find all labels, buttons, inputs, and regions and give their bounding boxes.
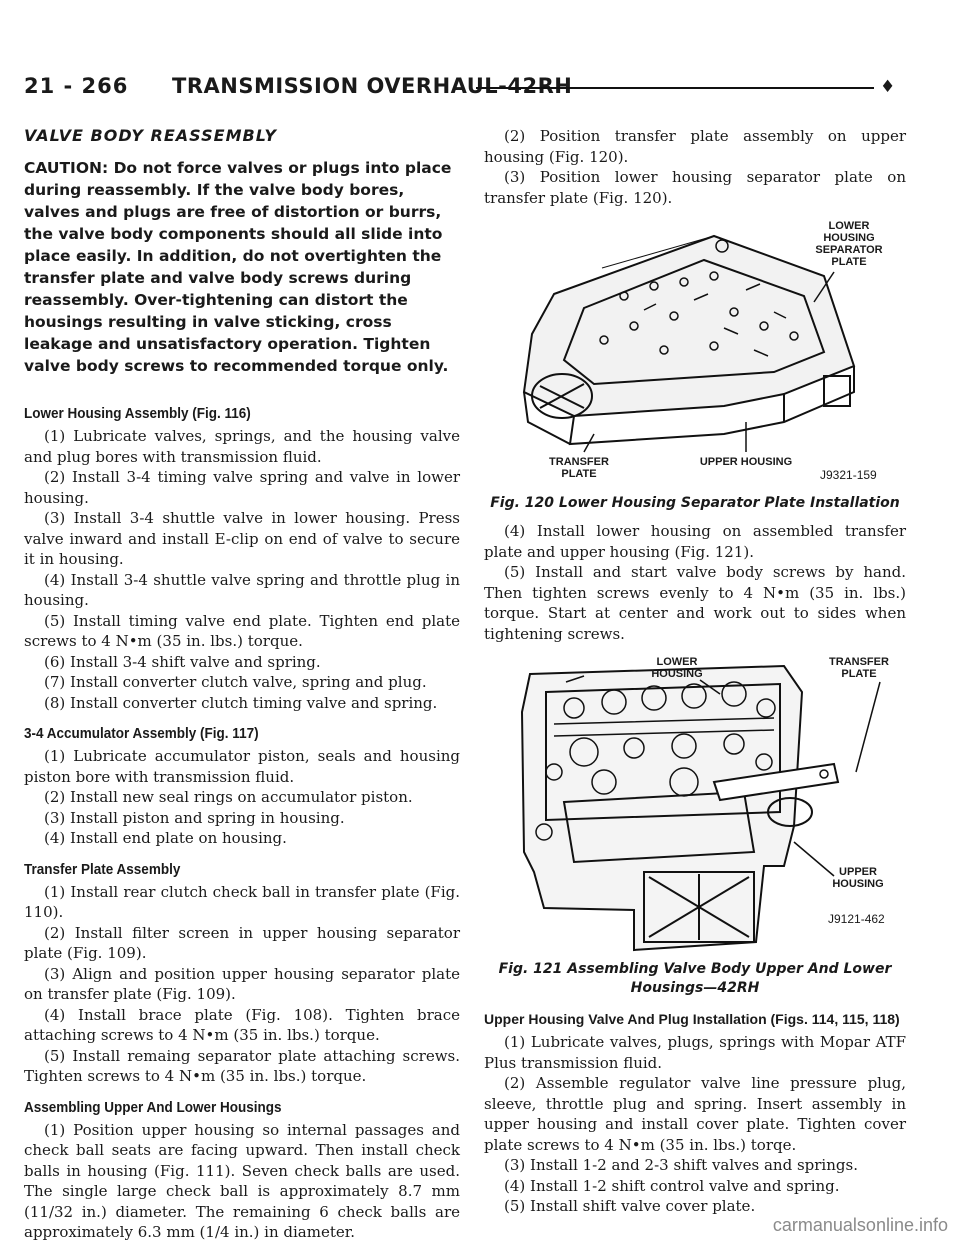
step: (1) Lubricate valves, springs, and the housing valve and plug bores with transmission fluid. — [24, 427, 460, 466]
caution-text: CAUTION: Do not force valves or plugs into place during reassembly. If the valve body bores, valves and plugs are free of distortion or burrs, the valve body components should all slide into place easily. In addition, do not overtighten the transfer plate and valve body screws during reassembly. Over-tightening can distort the housings resulting in valve sticking, cross leakage and unsatisfactory operation. Tighten valve body screws to recommended torque only. — [24, 159, 452, 375]
step: (2) Install filter screen in upper housing separator plate (Fig. 109). — [24, 923, 460, 962]
assembling-steps — [24, 1120, 460, 1243]
label-upper-housing: UPPER HOUSING — [699, 456, 793, 468]
left-column — [24, 126, 460, 1243]
label-lower-housing-separator-plate: LOWER HOUSING SEPARATOR PLATE — [815, 220, 883, 268]
step: (6) Install 3-4 shift valve and spring. — [44, 652, 321, 671]
step: (2) Install 3-4 timing valve spring and valve in lower housing. — [24, 468, 460, 507]
subheading-transfer-plate: Transfer Plate Assembly — [24, 860, 181, 878]
step: (3) Install piston and spring in housing. — [44, 808, 345, 827]
subheading-upper-housing-install: Upper Housing Valve And Plug Installation (Figs. 114, 115, 118) — [484, 1011, 900, 1027]
step: (5) Install shift valve cover plate. — [504, 1197, 756, 1215]
right-column — [484, 126, 906, 1217]
watermark: carmanualsonline.info — [772, 1215, 948, 1235]
figure-120-caption: Fig. 120 Lower Housing Separator Plate Installation — [490, 495, 900, 511]
step: (8) Install converter clutch timing valve and spring. — [44, 693, 438, 712]
diamond-icon: ♦ — [880, 77, 896, 97]
page-number: 21 - 266 — [24, 74, 129, 98]
step: (4) Install 3-4 shuttle valve spring and throttle plug in housing. — [24, 570, 460, 609]
figure-121-caption: Fig. 121 Assembling Valve Body Upper And Lower Housings—42RH — [498, 961, 892, 996]
step: (7) Install converter clutch valve, spring and plug. — [44, 673, 427, 691]
step: (2) Install new seal rings on accumulator piston. — [44, 788, 413, 806]
accumulator-steps — [24, 746, 460, 849]
section-title: VALVE BODY REASSEMBLY — [24, 126, 277, 145]
page-header — [24, 74, 924, 110]
step: (3) Install 1-2 and 2-3 shift valves and springs. — [504, 1156, 858, 1174]
step: (4) Install end plate on housing. — [44, 829, 287, 847]
subheading-accumulator: 3-4 Accumulator Assembly (Fig. 117) — [24, 725, 259, 742]
figure-code: J9121-462 — [828, 912, 885, 926]
figure-code: J9321-159 — [820, 468, 877, 482]
step: (4) Install lower housing on assembled transfer plate and upper housing (Fig. 121). — [484, 522, 906, 561]
step: (5) Install and start valve body screws by hand. Then tighten screws evenly to 4 N•m (35 in. lbs.) torque. Start at center and work out to sides when tightening screws. — [484, 563, 906, 643]
upper-install-steps — [484, 1032, 906, 1217]
step: (4) Install 1-2 shift control valve and spring. — [504, 1176, 840, 1195]
lower-housing-steps — [24, 426, 460, 713]
step: (3) Position lower housing separator plate on transfer plate (Fig. 120). — [484, 168, 906, 207]
step: (5) Install timing valve end plate. Tighten end plate screws to 4 N•m (35 in. lbs.) torque. — [24, 611, 460, 650]
figure-120 — [484, 216, 906, 488]
header-rule — [476, 87, 874, 89]
step: (1) Lubricate accumulator piston, seals and housing piston bore with transmission fluid. — [24, 747, 460, 786]
subheading-assembling: Assembling Upper And Lower Housings — [24, 1098, 282, 1116]
step: (1) Install rear clutch check ball in transfer plate (Fig. 110). — [24, 882, 460, 921]
step: (2) Assemble regulator valve line pressure plug, sleeve, throttle plug and spring. Insert assembly in upper housing and install cover plate. Tighten cover plate screws to 4 N•m (35 in. lbs.) torqe. — [484, 1074, 906, 1154]
step: (4) Install brace plate (Fig. 108). Tighten brace attaching screws to 4 N•m (35 in. lbs.) torque. — [24, 1005, 460, 1044]
label-upper-housing: UPPER HOUSING — [832, 866, 884, 890]
figure-121 — [484, 652, 906, 954]
step: (5) Install remaing separator plate attaching screws. Tighten screws to 4 N•m (35 in. lbs.) torque. — [24, 1046, 460, 1085]
page-title: TRANSMISSION OVERHAUL-42RH — [172, 74, 573, 98]
label-lower-housing: LOWER HOUSING — [651, 656, 703, 680]
step: (2) Position transfer plate assembly on upper housing (Fig. 120). — [484, 127, 906, 166]
label-transfer-plate: TRANSFER PLATE — [549, 456, 609, 480]
step: (3) Align and position upper housing separator plate on transfer plate (Fig. 109). — [24, 964, 460, 1003]
transfer-plate-steps — [24, 882, 460, 1087]
subheading-lower-housing: Lower Housing Assembly (Fig. 116) — [24, 405, 251, 422]
step: (3) Install 3-4 shuttle valve in lower housing. Press valve inward and install E-clip on end of valve to secure it in housing. — [24, 509, 460, 568]
label-transfer-plate: TRANSFER PLATE — [829, 656, 889, 680]
valve-body-assembly-illustration — [484, 652, 906, 954]
step: (1) Lubricate valves, plugs, springs with Mopar ATF Plus transmission fluid. — [484, 1033, 906, 1072]
step: (1) Position upper housing so internal passages and check ball seats are facing upward. Then install check balls in housing (Fig. 111). Seven check balls are used. The single large check ball is approximately 8.7 mm (11/32 in.) diameter. The remaining 6 check balls are approximately 6.3 mm (1/4 in.) in diameter. — [24, 1120, 460, 1241]
